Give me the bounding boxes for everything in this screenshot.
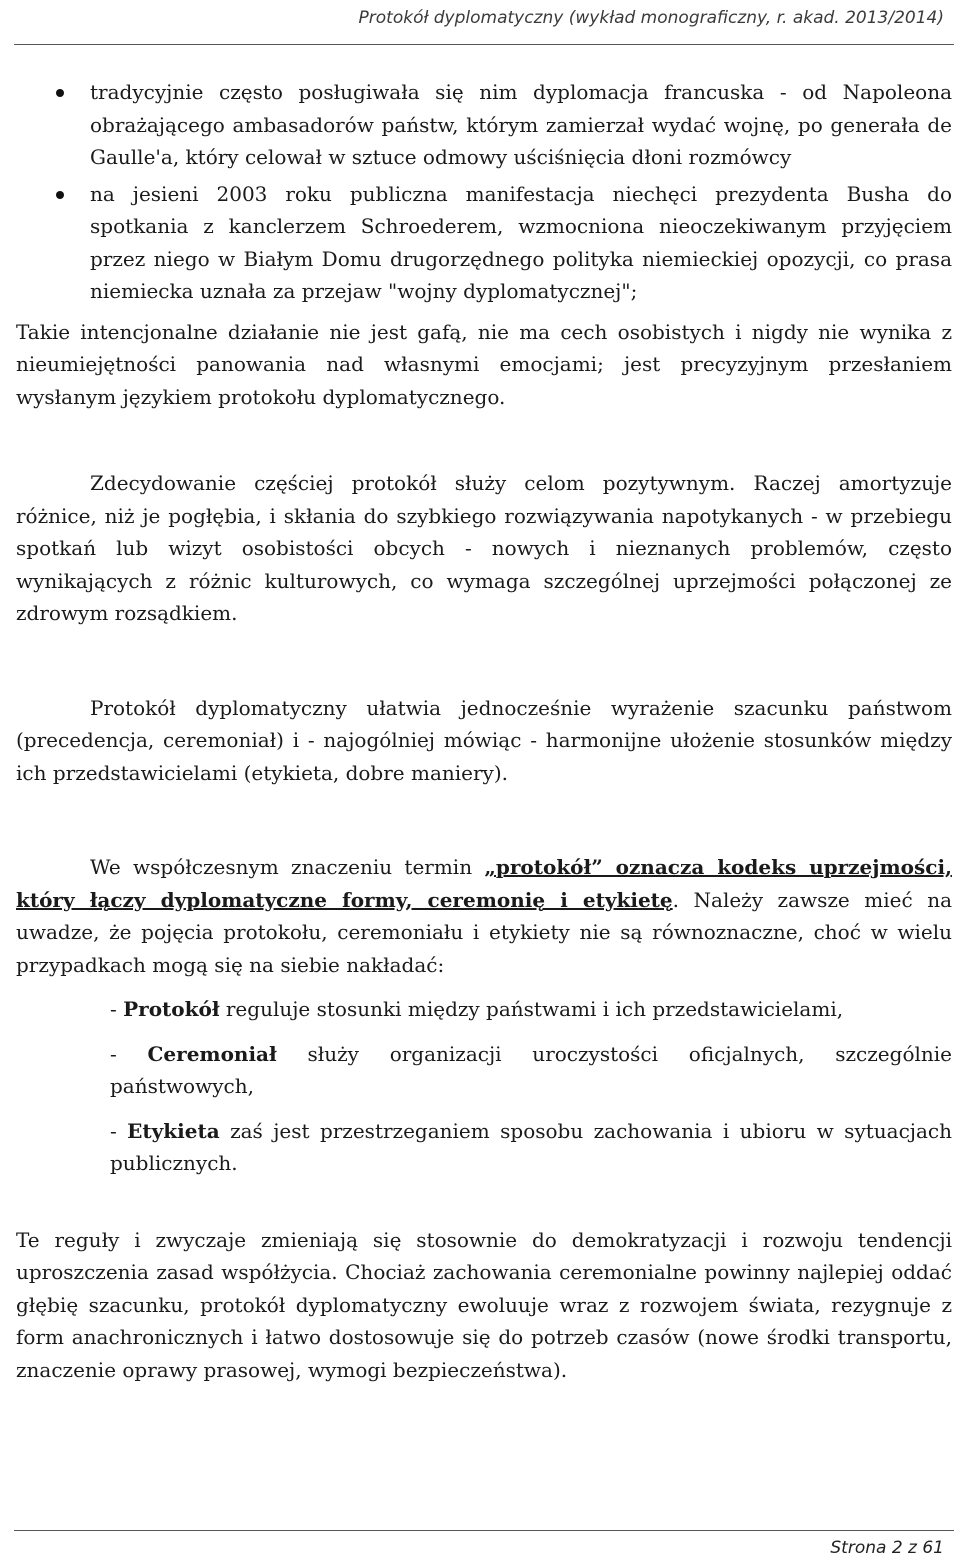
definition-emphasis: „protokół” oznacza kodeks uprzejmości, który łączy dyplomatyczne formy, ceremonię i etykietę bbox=[16, 855, 952, 912]
bullet-list bbox=[16, 76, 952, 308]
bullet-text: tradycyjnie często posługiwała się nim dyplomacja francuska - od Napoleona obrażającego ambasadorów państw, którym zamierzał wydać wojnę, po generała de Gaulle'a, który celował w sztuce odmowy uściśnięcia dłoni rozmówcy bbox=[90, 80, 952, 169]
definition-term: Ceremoniał bbox=[147, 1041, 277, 1066]
definitions-list bbox=[16, 993, 952, 1180]
definition-item-etykieta bbox=[16, 1115, 952, 1180]
definition-item-ceremonial bbox=[16, 1038, 952, 1103]
bullet-item bbox=[16, 178, 952, 308]
page-content bbox=[16, 76, 952, 1386]
definition-dash: - bbox=[110, 1041, 148, 1066]
bullet-text: na jesieni 2003 roku publiczna manifestacja niechęci prezydenta Busha do spotkania z kanclerzem Schroederem, wzmocniona nieoczekiwanym przyjęciem przez niego w Białym Domu drugorzędnego polityka niemieckiej opozycji, co prasa niemiecka uznała za przejaw "wojny dyplomatycznej"; bbox=[90, 181, 952, 303]
definition-lead: We współczesnym znaczeniu termin bbox=[90, 855, 485, 879]
definition-tail: . Należy zawsze mieć na uwadze, że pojęcia protokołu, ceremoniału i etykiety nie są równoznaczne, choć w wielu przypadkach mogą się na siebie nakładać: bbox=[16, 887, 952, 977]
definition-text: służy organizacji uroczystości oficjalnych, szczególnie państwowych, bbox=[110, 1041, 952, 1098]
running-header: Protokół dyplomatyczny (wykład monograficzny, r. akad. 2013/2014) bbox=[358, 8, 944, 28]
definition-text: zaś jest przestrzeganiem sposobu zachowania i ubioru w sytuacjach publicznych. bbox=[110, 1118, 952, 1175]
bullet-dot-icon bbox=[56, 191, 64, 199]
header-rule bbox=[14, 44, 954, 45]
definition-item-protokol bbox=[16, 993, 952, 1026]
paragraph-intentional-action: Takie intencjonalne działanie nie jest gafą, nie ma cech osobistych i nigdy nie wynika z nieumiejętności panowania nad własnymi emocjami; jest precyzyjnym przesłaniem wysłanym językiem protokołu dyplomatycznego. bbox=[16, 319, 952, 409]
bullet-item bbox=[16, 76, 952, 174]
definition-dash: - bbox=[110, 997, 124, 1021]
paragraph-evolution: Te reguły i zwyczaje zmieniają się stosownie do demokratyzacji i rozwoju tendencji uproszczenia zasad współżycia. Chociaż zachowania ceremonialne powinny najlepiej oddać głębię szacunku, protokół dyplomatyczny ewoluuje wraz z rozwojem świata, rezygnuje z form anachronicznych i łatwo dostosowuje się do potrzeb czasów (nowe środki transportu, znaczenie oprawy prasowej, wymogi bezpieczeństwa). bbox=[16, 1227, 952, 1382]
definition-text: reguluje stosunki między państwami i ich przedstawicielami, bbox=[219, 997, 844, 1021]
paragraph-definition bbox=[16, 851, 952, 981]
definition-term: Etykieta bbox=[127, 1118, 220, 1143]
footer-rule bbox=[14, 1530, 954, 1531]
paragraph-positive-goals: Zdecydowanie częściej protokół służy celom pozytywnym. Raczej amortyzuje różnice, niż je pogłębia, i skłania do szybkiego rozwiązywania napotykanych - w przebiegu spotkań lub wizyt osobistości obcych - nowych i nieznanych problemów, często wynikających z różnic kulturowych, co wymaga szczególnej uprzejmości połączonej ze zdrowym rozsądkiem. bbox=[16, 471, 952, 625]
paragraph-respect: Protokół dyplomatyczny ułatwia jednocześnie wyrażenie szacunku państwom (precedencja, ceremoniał) i - najogólniej mówiąc - harmonijne ułożenie stosunków między ich przedstawicielami (etykieta, dobre maniery). bbox=[16, 695, 952, 785]
definition-dash: - bbox=[110, 1118, 128, 1143]
bullet-dot-icon bbox=[56, 89, 64, 97]
page-number: Strona 2 z 61 bbox=[830, 1538, 944, 1558]
definition-term: Protokół bbox=[123, 997, 220, 1021]
